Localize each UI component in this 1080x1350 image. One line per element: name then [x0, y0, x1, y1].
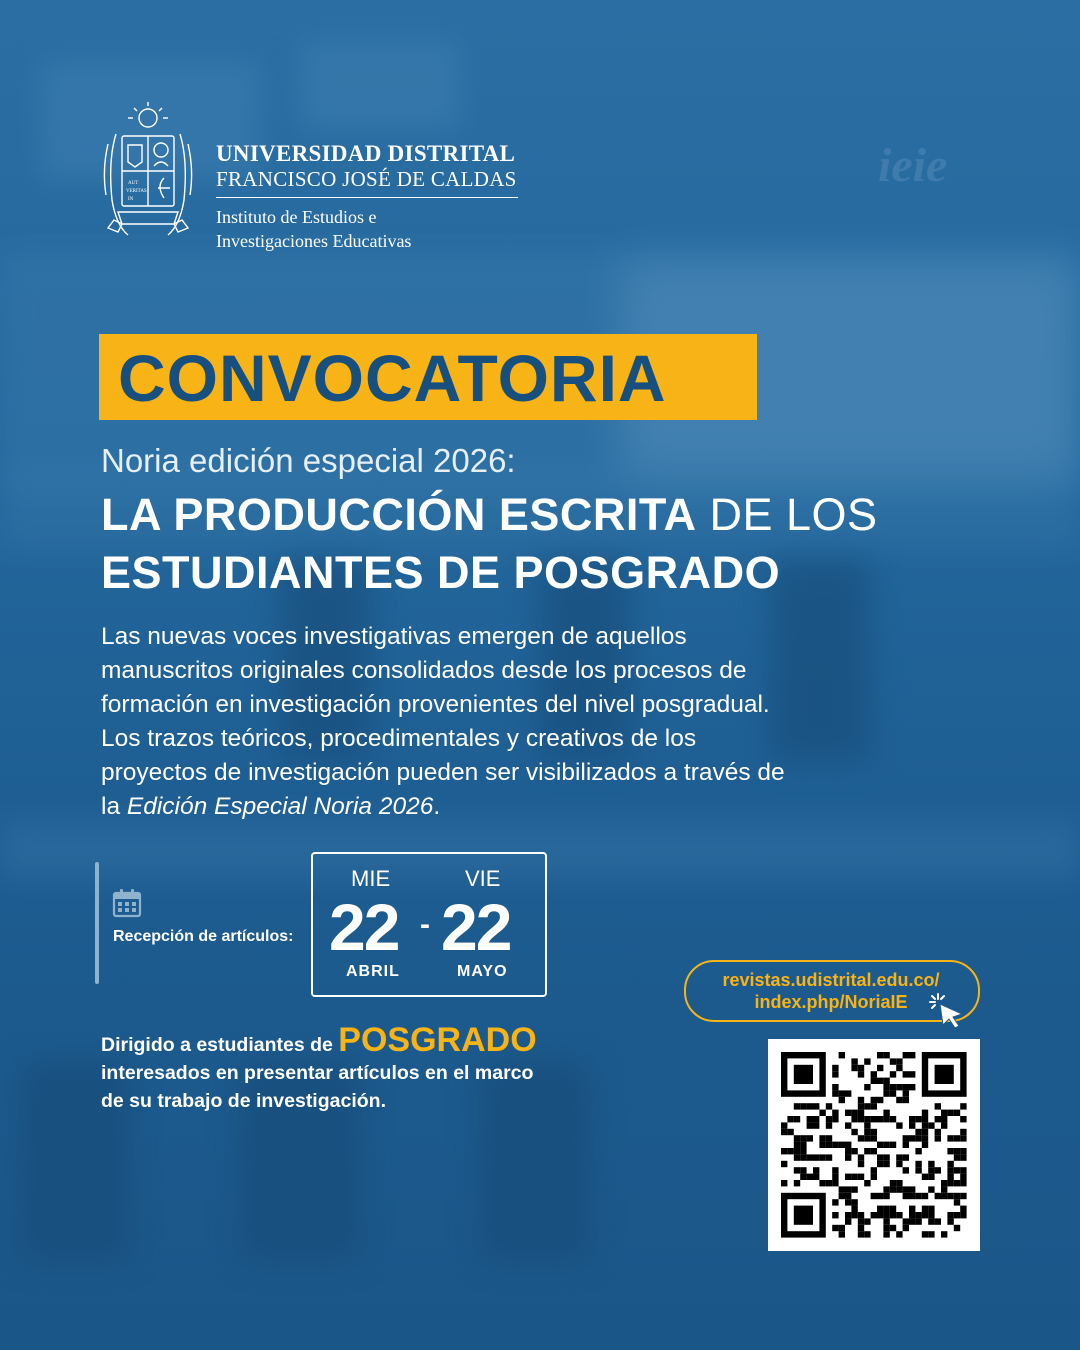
end-month: MAYO	[457, 963, 508, 980]
description-prefix: la	[101, 793, 127, 820]
description-line	[101, 790, 891, 824]
description-suffix: .	[433, 793, 441, 820]
end-day-name: VIE	[465, 866, 501, 891]
cursor-click-icon	[928, 992, 968, 1032]
svg-text:IN: IN	[128, 197, 134, 202]
university-name-line1: UNIVERSIDAD DISTRITAL	[216, 141, 516, 166]
university-crest-icon	[98, 100, 198, 250]
headline-subtitle: Noria edición especial 2026:	[101, 442, 516, 479]
svg-text:VERITAS: VERITAS	[126, 189, 147, 194]
start-day-number: 22	[329, 890, 399, 964]
title-bold-part-1: LA PRODUCCIÓN ESCRITA	[101, 489, 697, 540]
institute-name-line2: Investigaciones Educativas	[216, 231, 412, 251]
description-line: manuscritos originales consolidados desde los procesos de	[101, 657, 747, 684]
svg-text:AUT: AUT	[128, 181, 139, 186]
institute-name-line1: Instituto de Estudios e	[216, 207, 377, 227]
description-line: Las nuevas voces investigativas emergen de aquellos	[101, 623, 687, 650]
qr-code[interactable]	[768, 1039, 980, 1251]
date-separator: -	[420, 908, 430, 941]
university-name-line2: FRANCISCO JOSÉ DE CALDAS	[216, 167, 517, 191]
description-line: proyectos de investigación pueden ser visibilizados a través de	[101, 759, 785, 786]
reception-label: Recepción de artículos:	[113, 928, 294, 945]
convocatoria-title: CONVOCATORIA	[118, 341, 667, 415]
end-day-number: 22	[441, 890, 511, 964]
description-line: Los trazos teóricos, procedimentales y creativos de los	[101, 725, 697, 752]
ieie-watermark: ieie	[878, 139, 948, 192]
audience-text	[101, 1021, 661, 1115]
audience-prefix: Dirigido a estudiantes de	[101, 1034, 339, 1056]
audience-line2: interesados en presentar artículos en el marco	[101, 1062, 534, 1084]
description-line: formación en investigación provenientes del nivel posgradual.	[101, 691, 770, 718]
description-paragraph	[101, 620, 891, 824]
dates-accent-bar	[95, 862, 99, 984]
logo-divider	[216, 197, 518, 198]
edition-name: Edición Especial Noria 2026	[126, 793, 434, 820]
audience-line3: de su trabajo de investigación.	[101, 1090, 386, 1112]
journal-link-line2[interactable]: index.php/NoriaIE	[754, 992, 908, 1012]
audience-highlight: POSGRADO	[338, 1021, 537, 1059]
calendar-icon	[112, 888, 142, 918]
university-name-block	[216, 140, 518, 253]
title-regular-part-1: DE LOS	[696, 489, 878, 540]
start-month: ABRIL	[346, 963, 400, 980]
title-bold-part-2: ESTUDIANTES DE POSGRADO	[101, 547, 781, 598]
journal-link-line1[interactable]: revistas.udistrital.edu.co/	[722, 970, 940, 990]
headline-title	[101, 486, 878, 602]
journal-link[interactable]	[700, 969, 962, 1013]
start-day-name: MIE	[351, 866, 391, 891]
